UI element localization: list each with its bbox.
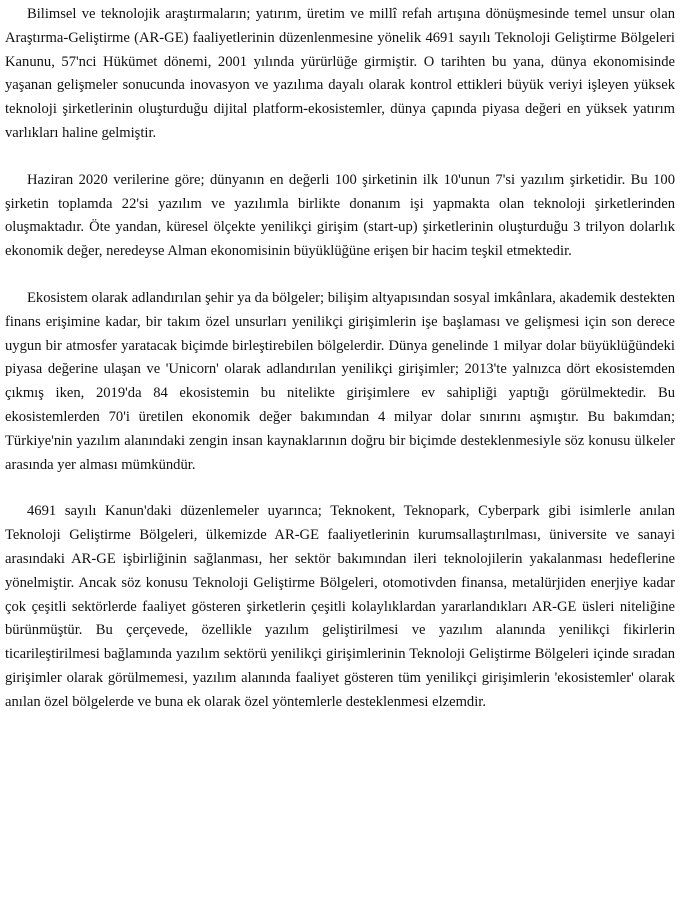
paragraph-4: 4691 sayılı Kanun'daki düzenlemeler uyarınca; Teknokent, Teknopark, Cyberpark gibi isimlerle anılan Teknoloji Geliştirme Bölgeleri, ülkemizde AR-GE faaliyetlerinin kurumsallaştırılması, üniversite ve sanayi arasındaki AR-GE işbirliğinin sağlanması, her sektör bakımından ileri teknolojilerin yakalanması hedeflerine yönelmiştir. Ancak söz konusu Teknoloji Geliştirme Bölgeleri, otomotivden finansa, metalürjiden enerjiye kadar çok çeşitli sektörlerde faaliyet gösteren şirketlerin çeşitli kolaylıklardan yararlandıkları AR-GE üsleri niteliğine bürünmüştür. Bu çerçevede, özellikle yazılım geliştirilmesi ve yazılım alanında yenilikçi fikirlerin ticarileştirilmesi bağlamında yazılım sektörü yenilikçi girişimlerinin Teknoloji Geliştirme Bölgeleri içinde sıradan girişimler olarak görülmemesi, yazılım alanında faaliyet gösteren tüm yenilikçi girişimlerin 'ekosistemler' olarak anılan özel bölgelerde ve buna ek olarak özel yöntemlerle desteklenmesi elzemdir. — [5, 503, 675, 710]
paragraph-2: Haziran 2020 verilerine göre; dünyanın en değerli 100 şirketinin ilk 10'unun 7'si yazılım şirketidir. Bu 100 şirketin toplamda 22'si yazılım ve yazılımla birlikte donanım işi yapmakta olan teknoloji şirketlerinden oluşmaktadır. Öte yandan, küresel ölçekte yenilikçi girişim (start-up) şirketlerinin oluşturduğu 3 trilyon dolarlık ekonomik değer, neredeyse Alman ekonomisinin büyüklüğüne erişen bir hacim teşkil etmektedir. — [5, 171, 675, 260]
paragraph-3: Ekosistem olarak adlandırılan şehir ya da bölgeler; bilişim altyapısından sosyal imkânlara, akademik destekten finans erişimine kadar, bir takım özel unsurları yenilikçi girişimlerin işe başlaması ve gelişmesi için son derece uygun bir atmosfer yaratacak biçimde birleştirebilen bölgelerdir. Dünya genelinde 1 milyar dolar büyüklüğündeki piyasa değerine ulaşan ve 'Unicorn' olarak adlandırılan yenilikçi girişimler; 2013'te yalnızca dört ekosistemden çıkmış iken, 2019'da 84 ekosistemin bu nitelikte girişimlere ev sahipliği yaptığı görülmektedir. Bu ekosistemlerden 70'i üretilen ekonomik değer bakımından 4 milyar dolar sınırını aşmıştır. Bu bakımdan; Türkiye'nin yazılım alanındaki zengin insan kaynaklarının doğru bir biçimde desteklenmesiyle söz konusu ülkeler arasında yer alması mümkündür. — [5, 289, 675, 473]
paragraph-1: Bilimsel ve teknolojik araştırmaların; yatırım, üretim ve millî refah artışına dönüşmesinde temel unsur olan Araştırma-Geliştirme (AR-GE) faaliyetlerinin düzenlenmesine yönelik 4691 sayılı Teknoloji Geliştirme Bölgeleri Kanunu, 57'nci Hükümet dönemi, 2001 yılında yürürlüğe girmiştir. O tarihten bu yana, dünya ekonomisinde yaşanan gelişmeler sonucunda inovasyon ve yazılıma dayalı olarak kontrol ettikleri büyük veriyi işleyen yüksek teknoloji şirketlerinin oluşturduğu dijital platform-ekosistemler, dünya çapında piyasa değeri en yüksek yatırım varlıkları haline gelmiştir. — [5, 6, 675, 141]
